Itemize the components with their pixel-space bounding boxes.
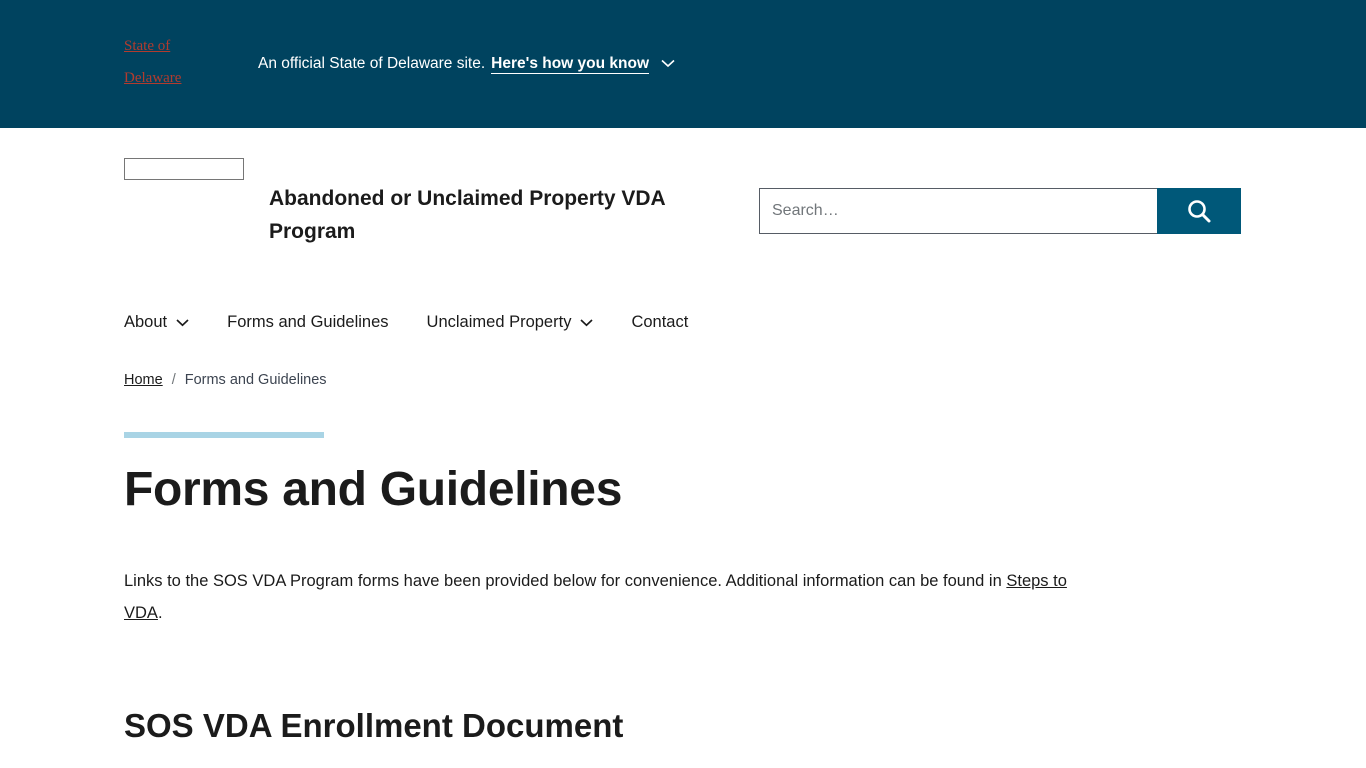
nav-item-contact[interactable] — [631, 314, 688, 331]
chevron-down-icon[interactable] — [580, 314, 593, 331]
section-heading-enrollment-document: SOS VDA Enrollment Document — [124, 706, 624, 744]
page-title: Forms and Guidelines — [124, 463, 623, 516]
hows-how-you-know-link[interactable]: Here's how you know — [491, 54, 650, 72]
gov-banner — [0, 0, 1366, 128]
nav-item-label: About — [124, 312, 168, 331]
nav-item-forms-and-guidelines[interactable] — [227, 314, 388, 331]
site-header — [0, 128, 1366, 288]
intro-text-before-link: Links to the SOS VDA Program forms have been provided below for convenience. Additional information can be found in — [124, 571, 1007, 590]
main-navigation — [0, 294, 1366, 350]
search-input[interactable] — [759, 188, 1157, 234]
gov-banner-text — [258, 55, 675, 74]
search-button[interactable] — [1157, 188, 1241, 234]
search-icon — [1185, 197, 1213, 225]
nav-item-label: Unclaimed Property — [426, 312, 572, 331]
main-content — [0, 432, 1366, 745]
breadcrumb-home-link[interactable]: Home — [124, 372, 163, 388]
breadcrumb-current: Forms and Guidelines — [184, 372, 327, 388]
breadcrumb-separator: / — [171, 372, 176, 388]
site-logo[interactable] — [124, 158, 244, 180]
title-accent-rule — [124, 432, 324, 438]
breadcrumb — [0, 372, 1366, 388]
nav-item-about[interactable] — [124, 314, 189, 331]
nav-item-label: Contact — [631, 312, 689, 331]
state-seal-image: State of Delaware — [124, 38, 182, 86]
site-title: Abandoned or Unclaimed Property VDA Program — [269, 187, 665, 243]
chevron-down-icon[interactable] — [176, 314, 189, 331]
intro-text-after-link: . — [157, 603, 163, 622]
gov-banner-message: An official State of Delaware site. — [258, 55, 486, 72]
steps-to-vda-link[interactable]: Steps to VDA — [124, 571, 1067, 622]
search-form — [759, 188, 1241, 234]
nav-item-label: Forms and Guidelines — [227, 312, 389, 331]
chevron-down-icon[interactable] — [661, 55, 675, 73]
nav-item-unclaimed-property[interactable] — [427, 314, 594, 331]
intro-paragraph — [124, 565, 1074, 629]
